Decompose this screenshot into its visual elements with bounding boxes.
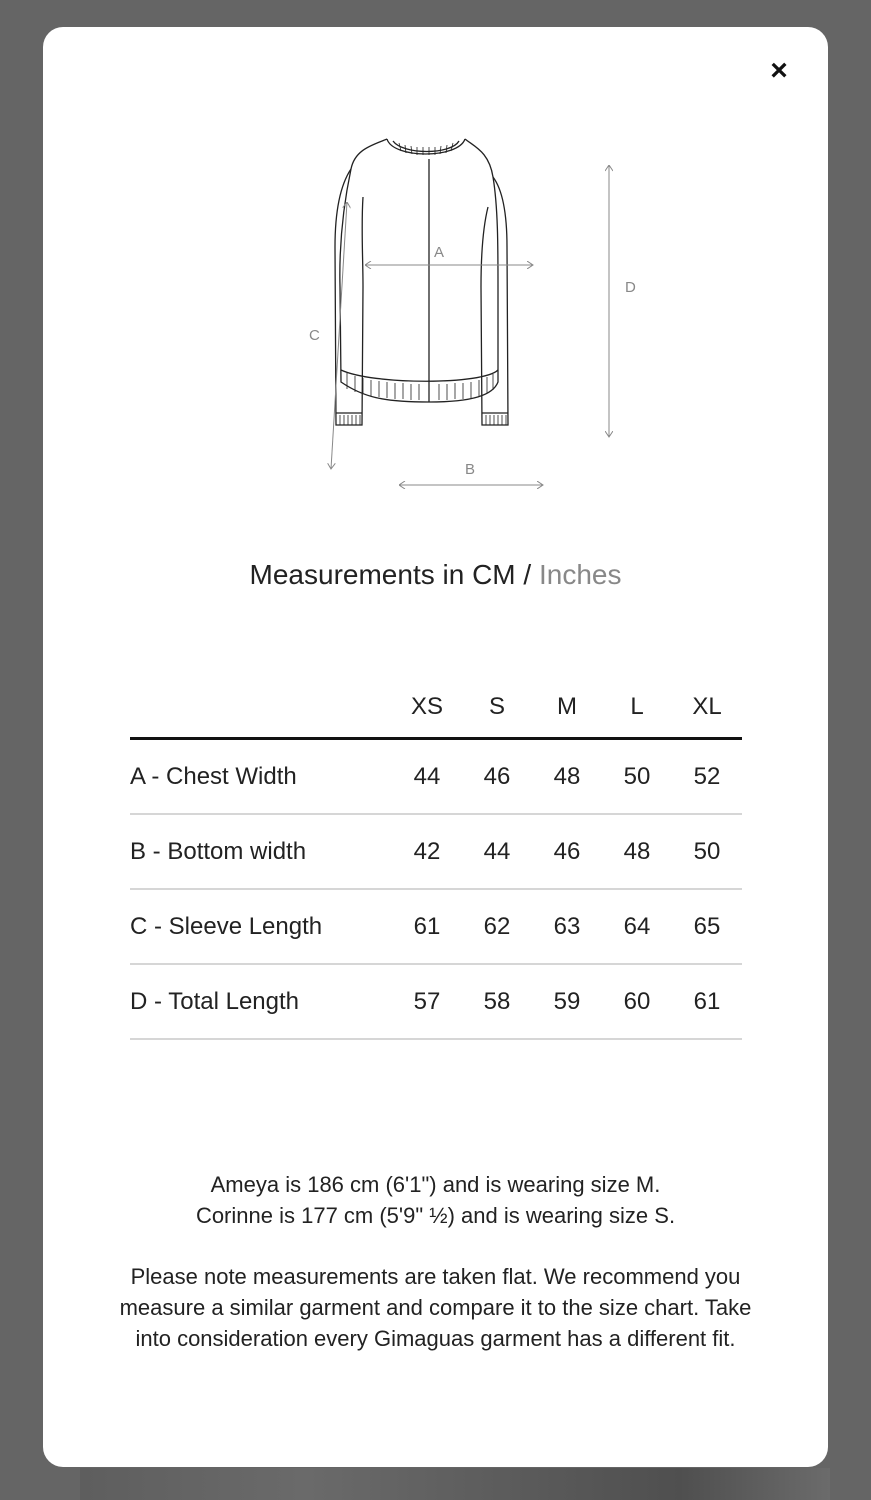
model-line-corinne: Corinne is 177 cm (5'9" ½) and is wearing size S. [195,1203,676,1228]
table-cell: 50 [623,762,651,790]
table-row [130,814,742,889]
table-cell: 61 [413,912,441,940]
size-header-s: S [488,693,505,720]
table-cell: 52 [693,762,721,790]
table-cell: 65 [693,912,721,940]
table-cell: 48 [623,837,651,865]
measurement-disclaimer: Please note measurements are taken flat. We recommend you measure a similar garment and compare it to the size chart. Take into consideration every Gimaguas garment has a different fit. [119,1264,752,1351]
label-d: D [625,279,636,296]
unit-toggle-inches[interactable]: Inches [538,559,622,590]
table-row [130,739,742,815]
size-chart-table [130,677,742,1040]
table-cell: 59 [553,987,581,1015]
close-icon[interactable]: × [770,54,788,87]
backdrop-page-content [80,1468,830,1500]
fit-notes [103,1169,768,1384]
unit-separator: / [515,559,539,590]
table-row [130,889,742,964]
table-cell: 58 [483,987,511,1015]
label-b: B [465,461,476,478]
table-cell: 42 [413,837,441,865]
size-header-row [130,677,742,739]
table-cell: 61 [693,987,721,1015]
table-cell: 44 [483,837,511,865]
size-guide-modal [43,27,828,1467]
table-cell: 57 [413,987,441,1015]
table-cell: 44 [413,762,441,790]
size-header-xs: XS [410,693,443,720]
label-c: C [309,327,320,344]
measurement-unit-heading [43,559,828,591]
row-label-total-length: D - Total Length [130,987,299,1015]
table-cell: 63 [553,912,581,940]
table-cell: 64 [623,912,651,940]
table-cell: 48 [553,762,581,790]
size-header-l: L [630,693,644,720]
size-header-m: M [557,693,577,720]
row-label-sleeve-length: C - Sleeve Length [130,912,323,940]
model-line-ameya: Ameya is 186 cm (6'1") and is wearing size M. [210,1172,661,1197]
size-header-xl: XL [692,693,722,720]
table-cell: 46 [483,762,511,790]
table-cell: 46 [553,837,581,865]
row-label-chest-width: A - Chest Width [130,762,297,790]
table-row [130,964,742,1039]
label-a: A [434,244,445,261]
table-cell: 62 [483,912,511,940]
garment-illustration [243,127,636,487]
header-empty [130,677,392,739]
table-cell: 60 [623,987,651,1015]
row-label-bottom-width: B - Bottom width [130,837,307,865]
model-info [103,1169,768,1231]
table-cell: 50 [693,837,721,865]
unit-toggle-cm[interactable]: Measurements in CM [249,559,516,590]
